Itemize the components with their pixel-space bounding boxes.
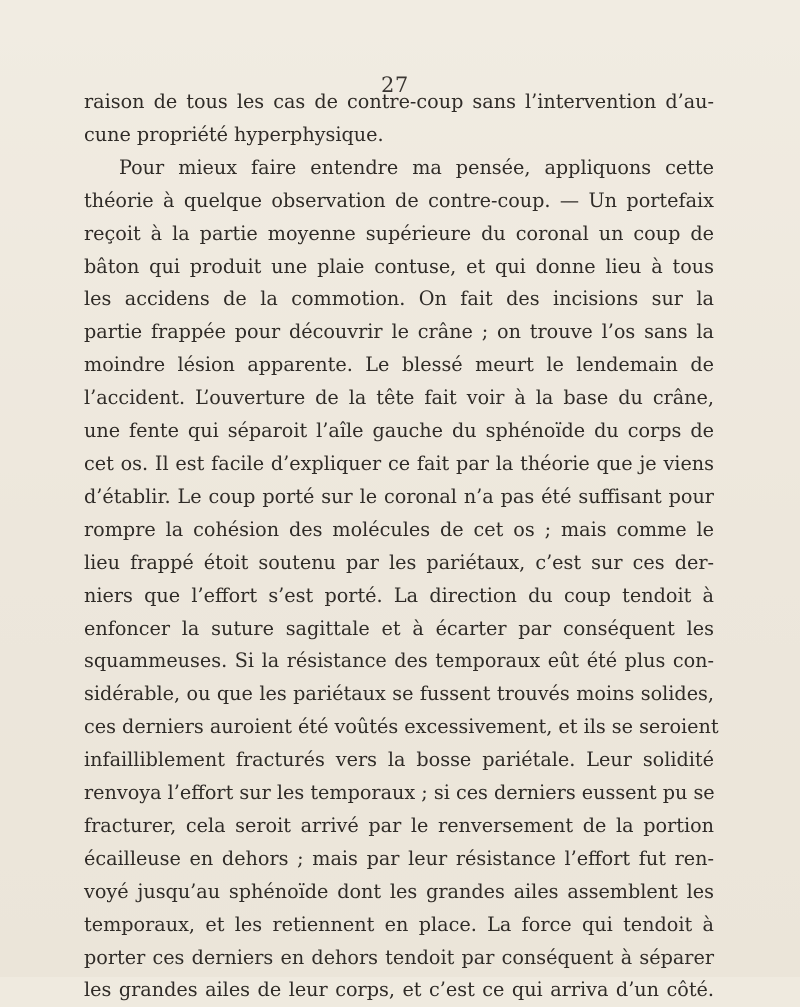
text-line: porter ces derniers en dehors tendoit par conséquent à séparer [84,945,714,969]
text-line: les accidens de la commotion. On fait des incisions sur la [84,287,714,311]
text-line: écailleuse en dehors ; mais par leur résistance l’effort fut ren- [84,846,714,870]
text-line: les grandes ailes de leur corps, et c’est ce qui arriva d’un côté. [84,978,714,1002]
text-line: théorie à quelque observation de contre-coup. — Un portefaix [84,188,714,212]
text-line: une fente qui séparoit l’aîle gauche du sphénoïde du corps de [84,419,714,443]
text-line: infailliblement fracturés vers la bosse pariétale. Leur solidité [84,748,714,772]
text-line: lieu frappé étoit soutenu par les pariétaux, c’est sur ces der- [84,550,714,574]
page-number: 27 [381,73,409,97]
text-line: enfoncer la suture sagittale et à écarter par conséquent les [84,616,714,640]
text-line: renvoya l’effort sur les temporaux ; si ces derniers eussent pu se [84,781,715,805]
text-line: rompre la cohésion des molécules de cet os ; mais comme le [84,517,714,541]
text-line: voyé jusqu’au sphénoïde dont les grandes ailes assemblent les [84,879,714,903]
text-line: partie frappée pour découvrir le crâne ; on trouve l’os sans la [84,320,714,344]
text-line: cune propriété hyperphysique. [84,122,384,146]
text-line: squammeuses. Si la résistance des temporaux eût été plus con- [84,649,714,673]
body-text [84,86,719,1007]
text-line: d’établir. Le coup porté sur le coronal n’a pas été suffisant pour [84,484,714,508]
text-line: raison de tous les cas de contre-coup sans l’intervention d’au- [84,90,714,113]
text-line: sidérable, ou que les pariétaux se fussent trouvés moins solides, [84,682,714,706]
text-line: temporaux, et les retiennent en place. La force qui tendoit à [84,912,714,936]
text-line: niers que l’effort s’est porté. La direction du coup tendoit à [84,583,714,607]
text-line: cet os. Il est facile d’expliquer ce fait par la théorie que je viens [84,451,714,475]
text-line: Pour mieux faire entendre ma pensée, appliquons cette [119,155,714,179]
text-line: fracturer, cela seroit arrivé par le renversement de la portion [84,813,714,837]
text-line: l’accident. L’ouverture de la tête fait voir à la base du crâne, [84,386,714,410]
text-line: reçoit à la partie moyenne supérieure du coronal un coup de [84,221,714,245]
text-line: bâton qui produit une plaie contuse, et qui donne lieu à tous [84,254,714,278]
text-line: moindre lésion apparente. Le blessé meurt le lendemain de [84,353,714,377]
text-line: ces derniers auroient été voûtés excessivement, et ils se seroient [84,715,719,739]
